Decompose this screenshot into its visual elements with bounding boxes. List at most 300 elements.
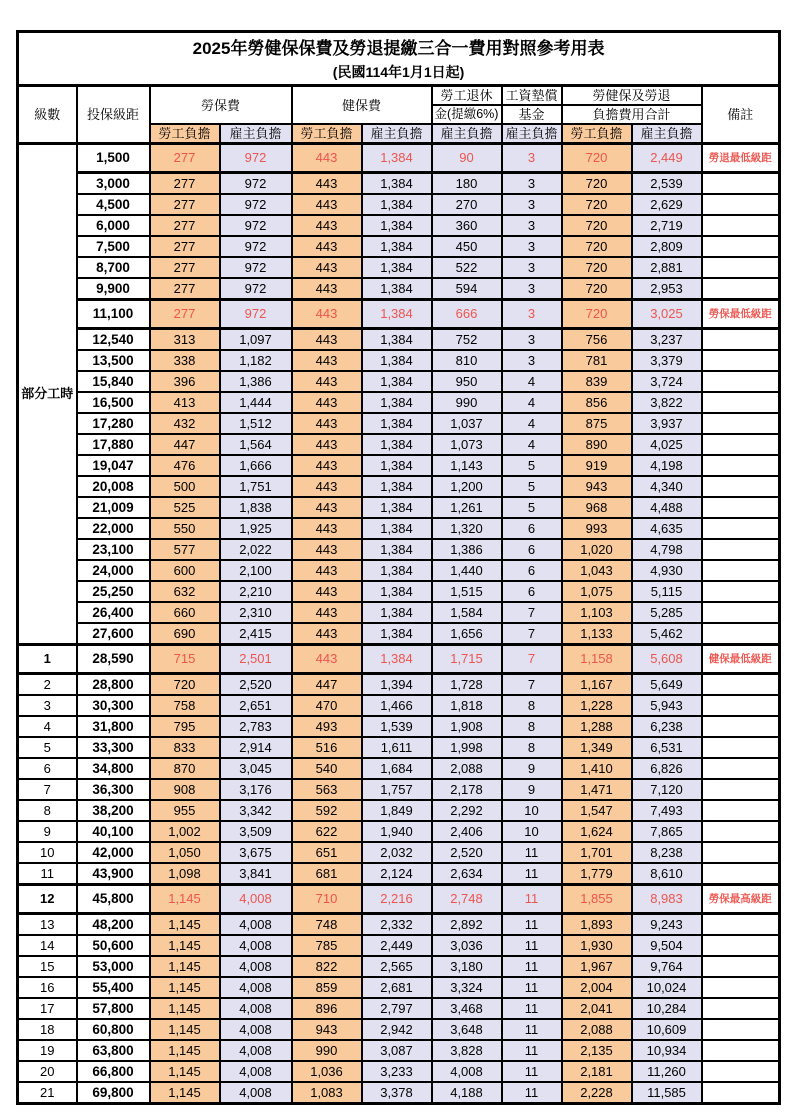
health-employee-cell: 443 (292, 623, 362, 645)
remark-cell (702, 215, 780, 236)
total-employer-cell: 10,024 (632, 977, 702, 998)
wage-fund-employer-cell: 3 (502, 257, 562, 278)
pension-employer-cell: 1,998 (432, 737, 502, 758)
labor-employee-cell: 277 (150, 257, 220, 278)
health-employee-cell: 443 (292, 392, 362, 413)
health-employer-cell: 1,384 (362, 476, 432, 497)
labor-employee-cell: 476 (150, 455, 220, 476)
wage-fund-employer-cell: 7 (502, 602, 562, 623)
pension-employer-cell: 1,715 (432, 645, 502, 674)
labor-employer-cell: 3,176 (220, 779, 292, 800)
pension-employer-cell: 1,261 (432, 497, 502, 518)
remark-cell (702, 455, 780, 476)
health-employee-cell: 443 (292, 497, 362, 518)
labor-employee-cell: 1,145 (150, 914, 220, 936)
table-title-block (18, 32, 780, 86)
labor-employer-cell: 1,444 (220, 392, 292, 413)
bracket-cell: 28,800 (77, 674, 150, 696)
health-employer-cell: 1,384 (362, 518, 432, 539)
health-employee-cell: 710 (292, 885, 362, 914)
total-employer-cell: 4,635 (632, 518, 702, 539)
total-employer-cell: 10,609 (632, 1019, 702, 1040)
labor-employee-cell: 277 (150, 300, 220, 329)
health-employer-cell: 1,384 (362, 645, 432, 674)
table-row (18, 956, 780, 977)
bracket-cell: 55,400 (77, 977, 150, 998)
labor-employer-cell: 3,841 (220, 863, 292, 885)
remark-cell (702, 518, 780, 539)
table-row (18, 497, 780, 518)
labor-employee-cell: 1,145 (150, 885, 220, 914)
bracket-cell: 33,300 (77, 737, 150, 758)
pension-employer-cell: 360 (432, 215, 502, 236)
remark-cell: 勞退最低級距 (702, 144, 780, 173)
labor-employer-cell: 4,008 (220, 1061, 292, 1082)
pension-employer-cell: 3,036 (432, 935, 502, 956)
labor-employer-cell: 2,520 (220, 674, 292, 696)
health-employee-cell: 443 (292, 278, 362, 300)
pension-employer-cell: 4,008 (432, 1061, 502, 1082)
col-header-remark: 備註 (702, 86, 780, 144)
total-employer-cell: 3,379 (632, 350, 702, 371)
labor-employer-cell: 2,501 (220, 645, 292, 674)
total-employer-cell: 10,934 (632, 1040, 702, 1061)
health-employer-cell: 3,378 (362, 1082, 432, 1104)
labor-employee-cell: 632 (150, 581, 220, 602)
total-employer-cell: 9,243 (632, 914, 702, 936)
pension-employer-cell: 4,188 (432, 1082, 502, 1104)
table-row (18, 674, 780, 696)
total-employer-cell: 5,115 (632, 581, 702, 602)
total-employee-cell: 1,228 (562, 695, 632, 716)
total-employee-cell: 890 (562, 434, 632, 455)
table-row (18, 215, 780, 236)
bracket-cell: 42,000 (77, 842, 150, 863)
health-employee-cell: 443 (292, 581, 362, 602)
col-header-level: 級數 (18, 86, 77, 144)
remark-cell (702, 623, 780, 645)
remark-cell (702, 1061, 780, 1082)
total-employer-cell: 2,539 (632, 173, 702, 195)
table-row (18, 645, 780, 674)
bracket-cell: 40,100 (77, 821, 150, 842)
remark-cell (702, 935, 780, 956)
total-employee-cell: 943 (562, 476, 632, 497)
labor-employee-cell: 1,050 (150, 842, 220, 863)
total-employee-cell: 781 (562, 350, 632, 371)
health-employer-cell: 1,384 (362, 173, 432, 195)
health-employer-cell: 1,384 (362, 329, 432, 351)
bracket-cell: 8,700 (77, 257, 150, 278)
bracket-cell: 36,300 (77, 779, 150, 800)
health-employee-cell: 443 (292, 455, 362, 476)
level-cell: 4 (18, 716, 77, 737)
wage-fund-employer-cell: 5 (502, 497, 562, 518)
table-row (18, 602, 780, 623)
pension-employer-cell: 1,908 (432, 716, 502, 737)
health-employee-cell: 443 (292, 144, 362, 173)
health-employee-cell: 470 (292, 695, 362, 716)
pension-employer-cell: 2,634 (432, 863, 502, 885)
wage-fund-employer-cell: 3 (502, 215, 562, 236)
col-header-health-insurance: 健保費 (292, 86, 432, 125)
labor-employer-cell: 3,045 (220, 758, 292, 779)
wage-fund-employer-cell: 4 (502, 434, 562, 455)
part-time-merged-cell: 部分工時 (18, 144, 77, 645)
health-employee-cell: 443 (292, 602, 362, 623)
total-employer-cell: 3,237 (632, 329, 702, 351)
pension-employer-cell: 2,406 (432, 821, 502, 842)
pension-employer-cell: 990 (432, 392, 502, 413)
health-employee-share-header: 勞工負擔 (292, 124, 362, 144)
wage-fund-employer-cell: 9 (502, 758, 562, 779)
labor-employer-cell: 1,838 (220, 497, 292, 518)
col-header-pension-line1: 勞工退休 (432, 86, 502, 106)
health-employee-cell: 943 (292, 1019, 362, 1040)
total-employee-cell: 720 (562, 173, 632, 195)
labor-employer-cell: 4,008 (220, 956, 292, 977)
bracket-cell: 38,200 (77, 800, 150, 821)
total-employee-cell: 720 (562, 215, 632, 236)
table-row (18, 144, 780, 173)
bracket-cell: 45,800 (77, 885, 150, 914)
pension-employer-cell: 90 (432, 144, 502, 173)
health-employee-cell: 447 (292, 674, 362, 696)
labor-employer-cell: 2,310 (220, 602, 292, 623)
remark-cell (702, 779, 780, 800)
health-employer-cell: 2,216 (362, 885, 432, 914)
health-employer-cell: 1,394 (362, 674, 432, 696)
total-employer-cell: 2,449 (632, 144, 702, 173)
health-employer-cell: 1,384 (362, 434, 432, 455)
total-employee-cell: 1,471 (562, 779, 632, 800)
table-row (18, 236, 780, 257)
health-employee-cell: 1,036 (292, 1061, 362, 1082)
table-row (18, 885, 780, 914)
total-employee-cell: 720 (562, 278, 632, 300)
total-employer-share-header: 雇主負擔 (632, 124, 702, 144)
labor-employer-cell: 972 (220, 173, 292, 195)
wage-fund-employer-cell: 11 (502, 1082, 562, 1104)
wage-fund-employer-cell: 10 (502, 821, 562, 842)
health-employee-cell: 516 (292, 737, 362, 758)
bracket-cell: 23,100 (77, 539, 150, 560)
table-row (18, 737, 780, 758)
remark-cell (702, 476, 780, 497)
pension-employer-cell: 1,320 (432, 518, 502, 539)
wage-fund-employer-cell: 8 (502, 716, 562, 737)
table-row (18, 977, 780, 998)
total-employee-cell: 1,930 (562, 935, 632, 956)
bracket-cell: 21,009 (77, 497, 150, 518)
level-cell: 18 (18, 1019, 77, 1040)
health-employee-cell: 443 (292, 539, 362, 560)
level-cell: 17 (18, 998, 77, 1019)
remark-cell (702, 1019, 780, 1040)
bracket-cell: 48,200 (77, 914, 150, 936)
pension-employer-cell: 450 (432, 236, 502, 257)
remark-cell (702, 602, 780, 623)
labor-employee-cell: 396 (150, 371, 220, 392)
health-employer-cell: 2,124 (362, 863, 432, 885)
health-employer-cell: 2,942 (362, 1019, 432, 1040)
level-cell: 12 (18, 885, 77, 914)
labor-employee-share-header: 勞工負擔 (150, 124, 220, 144)
remark-cell (702, 716, 780, 737)
total-employee-cell: 1,133 (562, 623, 632, 645)
total-employee-cell: 856 (562, 392, 632, 413)
remark-cell (702, 350, 780, 371)
health-employer-cell: 1,384 (362, 236, 432, 257)
table-body (18, 144, 780, 1104)
health-employer-cell: 1,384 (362, 300, 432, 329)
table-row (18, 300, 780, 329)
health-employee-cell: 990 (292, 1040, 362, 1061)
total-employer-cell: 2,629 (632, 194, 702, 215)
health-employer-cell: 1,384 (362, 144, 432, 173)
labor-employee-cell: 432 (150, 413, 220, 434)
table-row (18, 392, 780, 413)
wage-fund-employer-cell: 11 (502, 1040, 562, 1061)
wage-fund-employer-cell: 11 (502, 998, 562, 1019)
bracket-cell: 66,800 (77, 1061, 150, 1082)
total-employee-cell: 839 (562, 371, 632, 392)
labor-employee-cell: 277 (150, 194, 220, 215)
health-employer-cell: 2,032 (362, 842, 432, 863)
pension-employer-cell: 1,584 (432, 602, 502, 623)
labor-employer-cell: 1,512 (220, 413, 292, 434)
health-employee-cell: 443 (292, 518, 362, 539)
bracket-cell: 28,590 (77, 645, 150, 674)
bracket-cell: 26,400 (77, 602, 150, 623)
health-employee-cell: 443 (292, 371, 362, 392)
health-employee-cell: 443 (292, 645, 362, 674)
labor-employee-cell: 870 (150, 758, 220, 779)
labor-employer-cell: 1,097 (220, 329, 292, 351)
pension-employer-cell: 810 (432, 350, 502, 371)
health-employee-cell: 493 (292, 716, 362, 737)
total-employee-cell: 1,075 (562, 581, 632, 602)
total-employer-cell: 7,493 (632, 800, 702, 821)
pension-employer-share-header: 雇主負擔 (432, 124, 502, 144)
health-employee-cell: 443 (292, 215, 362, 236)
labor-employer-cell: 1,925 (220, 518, 292, 539)
total-employee-cell: 1,043 (562, 560, 632, 581)
labor-employee-cell: 277 (150, 173, 220, 195)
bracket-cell: 50,600 (77, 935, 150, 956)
pension-employer-cell: 666 (432, 300, 502, 329)
table-row (18, 1082, 780, 1104)
pension-employer-cell: 1,386 (432, 539, 502, 560)
table-row (18, 560, 780, 581)
remark-cell (702, 257, 780, 278)
level-cell: 5 (18, 737, 77, 758)
labor-employer-cell: 2,100 (220, 560, 292, 581)
remark-cell (702, 1082, 780, 1104)
table-row (18, 842, 780, 863)
pension-employer-cell: 1,818 (432, 695, 502, 716)
total-employer-cell: 11,260 (632, 1061, 702, 1082)
health-employee-cell: 592 (292, 800, 362, 821)
labor-employee-cell: 313 (150, 329, 220, 351)
labor-employer-cell: 2,783 (220, 716, 292, 737)
labor-employee-cell: 277 (150, 215, 220, 236)
health-employee-cell: 443 (292, 476, 362, 497)
health-employer-cell: 1,384 (362, 278, 432, 300)
wage-fund-employer-cell: 3 (502, 194, 562, 215)
total-employer-cell: 6,238 (632, 716, 702, 737)
pension-employer-cell: 2,892 (432, 914, 502, 936)
wage-fund-employer-cell: 6 (502, 560, 562, 581)
pension-employer-cell: 3,180 (432, 956, 502, 977)
table-row (18, 455, 780, 476)
pension-employer-cell: 2,178 (432, 779, 502, 800)
total-employer-cell: 3,937 (632, 413, 702, 434)
labor-employee-cell: 720 (150, 674, 220, 696)
total-employee-cell: 1,288 (562, 716, 632, 737)
labor-employer-cell: 3,509 (220, 821, 292, 842)
bracket-cell: 34,800 (77, 758, 150, 779)
labor-employee-cell: 277 (150, 144, 220, 173)
remark-cell (702, 977, 780, 998)
bracket-cell: 22,000 (77, 518, 150, 539)
total-employee-cell: 1,547 (562, 800, 632, 821)
health-employer-cell: 2,449 (362, 935, 432, 956)
total-employee-cell: 993 (562, 518, 632, 539)
level-cell: 20 (18, 1061, 77, 1082)
bracket-cell: 27,600 (77, 623, 150, 645)
labor-employee-cell: 1,145 (150, 1082, 220, 1104)
table-row (18, 623, 780, 645)
table-row (18, 914, 780, 936)
labor-employee-cell: 577 (150, 539, 220, 560)
labor-employer-share-header: 雇主負擔 (220, 124, 292, 144)
total-employer-cell: 2,953 (632, 278, 702, 300)
col-header-bracket: 投保級距 (77, 86, 150, 144)
health-employer-cell: 1,684 (362, 758, 432, 779)
wage-fund-employer-cell: 7 (502, 623, 562, 645)
wage-fund-employer-cell: 8 (502, 695, 562, 716)
health-employer-cell: 1,940 (362, 821, 432, 842)
table-row (18, 350, 780, 371)
health-employee-cell: 822 (292, 956, 362, 977)
table-row (18, 476, 780, 497)
labor-employee-cell: 1,098 (150, 863, 220, 885)
wage-fund-employer-cell: 4 (502, 371, 562, 392)
header-row-groups (18, 86, 780, 106)
col-header-total-line1: 勞健保及勞退 (562, 86, 702, 106)
labor-employee-cell: 413 (150, 392, 220, 413)
pension-employer-cell: 522 (432, 257, 502, 278)
health-employer-cell: 1,539 (362, 716, 432, 737)
total-employee-cell: 968 (562, 497, 632, 518)
health-employer-cell: 1,466 (362, 695, 432, 716)
pension-employer-cell: 2,292 (432, 800, 502, 821)
total-employer-cell: 8,238 (632, 842, 702, 863)
total-employer-cell: 5,608 (632, 645, 702, 674)
total-employer-cell: 9,764 (632, 956, 702, 977)
wage-fund-employer-cell: 4 (502, 413, 562, 434)
pension-employer-cell: 3,648 (432, 1019, 502, 1040)
labor-employer-cell: 4,008 (220, 935, 292, 956)
bracket-cell: 16,500 (77, 392, 150, 413)
level-cell: 19 (18, 1040, 77, 1061)
health-employee-cell: 443 (292, 329, 362, 351)
total-employer-cell: 8,983 (632, 885, 702, 914)
wage-fund-employer-cell: 11 (502, 1019, 562, 1040)
labor-employer-cell: 972 (220, 278, 292, 300)
remark-cell (702, 236, 780, 257)
labor-employer-cell: 4,008 (220, 1040, 292, 1061)
pension-employer-cell: 2,520 (432, 842, 502, 863)
health-employer-cell: 1,384 (362, 560, 432, 581)
labor-employee-cell: 447 (150, 434, 220, 455)
level-cell: 2 (18, 674, 77, 696)
health-employee-cell: 443 (292, 236, 362, 257)
wage-fund-employer-cell: 3 (502, 329, 562, 351)
health-employer-cell: 1,384 (362, 455, 432, 476)
pension-employer-cell: 1,073 (432, 434, 502, 455)
pension-employer-cell: 1,440 (432, 560, 502, 581)
remark-cell (702, 329, 780, 351)
bracket-cell: 3,000 (77, 173, 150, 195)
labor-employee-cell: 1,145 (150, 1019, 220, 1040)
health-employer-cell: 1,757 (362, 779, 432, 800)
wage-fund-employer-cell: 11 (502, 977, 562, 998)
health-employee-cell: 540 (292, 758, 362, 779)
total-employee-cell: 720 (562, 194, 632, 215)
total-employer-cell: 8,610 (632, 863, 702, 885)
total-employer-cell: 4,930 (632, 560, 702, 581)
remark-cell (702, 956, 780, 977)
labor-employer-cell: 4,008 (220, 1082, 292, 1104)
table-row (18, 257, 780, 278)
pension-employer-cell: 950 (432, 371, 502, 392)
labor-employer-cell: 3,675 (220, 842, 292, 863)
remark-cell: 勞保最低級距 (702, 300, 780, 329)
level-cell: 1 (18, 645, 77, 674)
labor-employer-cell: 972 (220, 215, 292, 236)
labor-employee-cell: 758 (150, 695, 220, 716)
total-employer-cell: 4,340 (632, 476, 702, 497)
bracket-cell: 1,500 (77, 144, 150, 173)
total-employer-cell: 5,943 (632, 695, 702, 716)
table-row (18, 173, 780, 195)
labor-employer-cell: 972 (220, 300, 292, 329)
health-employer-share-header: 雇主負擔 (362, 124, 432, 144)
col-header-wage-fund-line1: 工資墊償 (502, 86, 562, 106)
pension-employer-cell: 1,037 (432, 413, 502, 434)
bracket-cell: 17,280 (77, 413, 150, 434)
remark-cell (702, 737, 780, 758)
wage-fund-employer-cell: 3 (502, 350, 562, 371)
title-row (18, 32, 780, 86)
health-employee-cell: 443 (292, 350, 362, 371)
wage-fund-employer-cell: 3 (502, 300, 562, 329)
health-employer-cell: 3,233 (362, 1061, 432, 1082)
total-employee-cell: 720 (562, 144, 632, 173)
total-employer-cell: 6,531 (632, 737, 702, 758)
health-employee-cell: 1,083 (292, 1082, 362, 1104)
pension-employer-cell: 2,748 (432, 885, 502, 914)
labor-employer-cell: 4,008 (220, 914, 292, 936)
table-row (18, 1019, 780, 1040)
table-row (18, 1061, 780, 1082)
level-cell: 11 (18, 863, 77, 885)
total-employee-cell: 2,041 (562, 998, 632, 1019)
health-employee-cell: 563 (292, 779, 362, 800)
table-row (18, 194, 780, 215)
